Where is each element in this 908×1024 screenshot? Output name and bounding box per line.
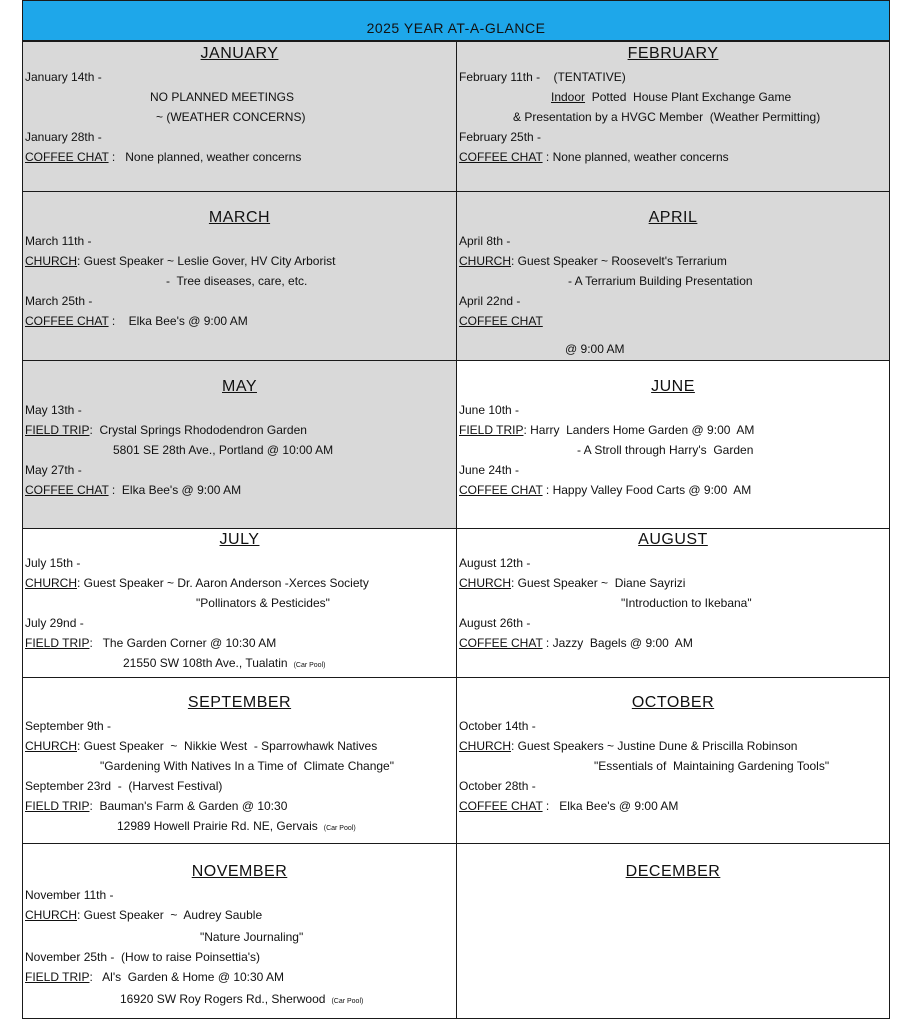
- event-text: Potted House Plant Exchange Game: [585, 90, 792, 104]
- event-line: [459, 799, 678, 813]
- event-line: [25, 314, 248, 328]
- event-text: : Al's Garden & Home @ 10:30 AM: [89, 970, 285, 984]
- event-type-label: Indoor: [551, 90, 586, 104]
- event-line: [459, 70, 626, 84]
- event-text: : The Garden Corner @ 10:30 AM: [89, 636, 277, 650]
- event-text: "Nature Journaling": [200, 930, 304, 944]
- event-line: [156, 110, 305, 124]
- event-text: "Introduction to Ikebana": [621, 596, 752, 610]
- event-type-label: COFFEE CHAT: [459, 150, 543, 164]
- event-text: 12989 Howell Prairie Rd. NE, Gervais: [117, 819, 318, 833]
- row-divider: [23, 191, 889, 192]
- event-text: ~ (WEATHER CONCERNS): [156, 110, 306, 124]
- event-text: October 14th -: [459, 719, 536, 733]
- event-type-label: CHURCH: [25, 908, 77, 922]
- event-text: 16920 SW Roy Rogers Rd., Sherwood: [120, 992, 326, 1006]
- car-pool-note: (Car Pool): [331, 998, 364, 1005]
- event-line: [459, 739, 797, 753]
- month-title: SEPTEMBER: [187, 694, 292, 711]
- month-title: NOVEMBER: [191, 863, 288, 880]
- event-text: June 24th -: [459, 463, 520, 477]
- event-line: [459, 294, 520, 308]
- row-divider: [23, 528, 889, 529]
- event-line: [25, 234, 91, 248]
- car-pool-note: (Car Pool): [293, 662, 326, 669]
- event-text: - Tree diseases, care, etc.: [166, 274, 308, 288]
- event-type-label: COFFEE CHAT: [459, 799, 543, 813]
- event-text: : None planned, weather concerns: [542, 150, 729, 164]
- event-line: [113, 443, 333, 457]
- event-line: [459, 150, 729, 164]
- event-text: November 11th -: [25, 888, 114, 902]
- event-text: : Guest Speakers ~ Justine Dune & Priscilla Robinson: [511, 739, 798, 753]
- event-text: April 22nd -: [459, 294, 521, 308]
- event-type-label: COFFEE CHAT: [459, 483, 543, 497]
- event-line: [25, 556, 80, 570]
- event-text: February 25th -: [459, 130, 542, 144]
- car-pool-note: (Car Pool): [323, 825, 356, 832]
- event-line: [594, 759, 829, 773]
- event-type-label: FIELD TRIP: [25, 636, 90, 650]
- event-text: : Harry Landers Home Garden @ 9:00 AM: [523, 423, 755, 437]
- event-line: [459, 463, 519, 477]
- month-title: MAY: [222, 378, 257, 395]
- event-text: February 11th - (TENTATIVE): [459, 70, 626, 84]
- event-type-label: FIELD TRIP: [25, 970, 90, 984]
- event-line: [25, 150, 301, 164]
- event-line: [25, 483, 241, 497]
- month-title: FEBRUARY: [627, 45, 719, 62]
- event-line: [25, 70, 102, 84]
- event-type-label: FIELD TRIP: [459, 423, 524, 437]
- event-type-label: COFFEE CHAT: [459, 314, 543, 328]
- event-type-label: CHURCH: [459, 576, 511, 590]
- event-line: [459, 254, 727, 268]
- event-text: "Pollinators & Pesticides": [196, 596, 330, 610]
- month-cell-july: [23, 529, 456, 677]
- month-title: MARCH: [208, 209, 271, 226]
- month-cell-october: [457, 678, 889, 843]
- event-line: [100, 759, 394, 773]
- event-line: [551, 90, 791, 104]
- event-text: - A Terrarium Building Presentation: [568, 274, 753, 288]
- event-text: August 12th -: [459, 556, 531, 570]
- event-line: [25, 888, 113, 902]
- event-text: September 9th -: [25, 719, 112, 733]
- month-title: JUNE: [651, 378, 695, 395]
- event-line: [459, 616, 530, 630]
- event-type-label: COFFEE CHAT: [459, 636, 543, 650]
- event-text: 21550 SW 108th Ave., Tualatin: [123, 656, 288, 670]
- event-text: : Guest Speaker ~ Diane Sayrizi: [511, 576, 686, 590]
- event-text: August 26th -: [459, 616, 531, 630]
- event-text: : Guest Speaker ~ Roosevelt's Terrarium: [511, 254, 727, 268]
- event-text: : Elka Bee's @ 9:00 AM: [542, 799, 679, 813]
- event-text: May 27th -: [25, 463, 82, 477]
- month-title: DECEMBER: [625, 863, 721, 880]
- event-text: March 25th -: [25, 294, 93, 308]
- event-line: [25, 423, 307, 437]
- event-line: [459, 314, 543, 328]
- event-text: March 11th -: [25, 234, 92, 248]
- event-text: September 23rd - (Harvest Festival): [25, 779, 223, 793]
- row-divider: [23, 677, 889, 678]
- event-line: [25, 130, 102, 144]
- month-cell-may: [23, 361, 456, 528]
- event-text: NO PLANNED MEETINGS: [150, 90, 295, 104]
- event-line: [621, 596, 752, 610]
- month-title: JANUARY: [200, 45, 279, 62]
- event-line: [25, 294, 92, 308]
- event-line: [459, 234, 510, 248]
- column-divider: [456, 42, 457, 1018]
- event-line: [565, 342, 625, 356]
- event-line: [25, 403, 82, 417]
- event-line: [568, 274, 753, 288]
- event-text: January 28th -: [25, 130, 102, 144]
- event-line: [513, 110, 820, 124]
- month-cell-november: [23, 844, 456, 1018]
- month-cell-august: [457, 529, 889, 677]
- month-grid: [22, 41, 890, 1019]
- event-line: [25, 719, 111, 733]
- event-line: [25, 908, 262, 922]
- title-bar: [22, 0, 890, 41]
- event-text: & Presentation by a HVGC Member (Weather Permitting): [513, 110, 821, 124]
- event-line: [196, 596, 330, 610]
- event-line: [459, 130, 541, 144]
- month-title: OCTOBER: [631, 694, 715, 711]
- month-cell-december: [457, 844, 889, 1018]
- event-line: [459, 423, 754, 437]
- event-line: [200, 930, 303, 944]
- event-text: : Guest Speaker ~ Leslie Gover, HV City Arborist: [77, 254, 336, 268]
- event-type-label: COFFEE CHAT: [25, 483, 109, 497]
- event-line: [25, 463, 82, 477]
- event-line: [25, 254, 335, 268]
- event-line: [459, 719, 536, 733]
- event-line: [150, 90, 294, 104]
- event-text: May 13th -: [25, 403, 82, 417]
- event-text: : Elka Bee's @ 9:00 AM: [108, 314, 248, 328]
- event-text: - A Stroll through Harry's Garden: [577, 443, 754, 457]
- event-text: : Guest Speaker ~ Audrey Sauble: [77, 908, 263, 922]
- event-text: : Guest Speaker ~ Nikkie West - Sparrowhawk Natives: [77, 739, 378, 753]
- event-text: : None planned, weather concerns: [108, 150, 302, 164]
- event-type-label: COFFEE CHAT: [25, 150, 109, 164]
- event-line: [459, 556, 530, 570]
- month-cell-february: [457, 42, 889, 191]
- event-line: [459, 779, 536, 793]
- row-divider: [23, 843, 889, 844]
- event-text: : Elka Bee's @ 9:00 AM: [108, 483, 242, 497]
- month-cell-january: [23, 42, 456, 191]
- event-line: [459, 636, 693, 650]
- event-text: October 28th -: [459, 779, 536, 793]
- event-line: [25, 950, 260, 964]
- event-line: [459, 483, 751, 497]
- event-text: April 8th -: [459, 234, 511, 248]
- event-line: [459, 576, 685, 590]
- event-text: : Guest Speaker ~ Dr. Aaron Anderson -Xerces Society: [77, 576, 369, 590]
- event-type-label: CHURCH: [25, 739, 77, 753]
- event-text: : Jazzy Bagels @ 9:00 AM: [542, 636, 693, 650]
- event-text: : Crystal Springs Rhododendron Garden: [89, 423, 307, 437]
- month-cell-june: [457, 361, 889, 528]
- event-line: [120, 992, 363, 1006]
- month-cell-march: [23, 192, 456, 360]
- event-text: @ 9:00 AM: [565, 342, 625, 356]
- event-line: [25, 739, 377, 753]
- month-title: JULY: [219, 531, 260, 548]
- event-line: [25, 616, 84, 630]
- event-text: January 14th -: [25, 70, 102, 84]
- event-text: 5801 SE 28th Ave., Portland @ 10:00 AM: [113, 443, 334, 457]
- month-cell-september: [23, 678, 456, 843]
- event-line: [459, 403, 519, 417]
- event-line: [577, 443, 753, 457]
- event-line: [117, 819, 356, 833]
- event-type-label: CHURCH: [25, 254, 77, 268]
- event-text: November 25th - (How to raise Poinsettia's): [25, 950, 261, 964]
- event-type-label: CHURCH: [25, 576, 77, 590]
- event-text: June 10th -: [459, 403, 520, 417]
- event-type-label: FIELD TRIP: [25, 799, 90, 813]
- event-line: [166, 274, 307, 288]
- event-text: : Happy Valley Food Carts @ 9:00 AM: [542, 483, 752, 497]
- month-title: AUGUST: [638, 531, 708, 548]
- event-text: July 15th -: [25, 556, 81, 570]
- event-line: [25, 970, 284, 984]
- event-type-label: COFFEE CHAT: [25, 314, 109, 328]
- row-divider: [23, 360, 889, 361]
- event-type-label: CHURCH: [459, 254, 511, 268]
- event-line: [25, 779, 222, 793]
- page-title: 2025 YEAR AT-A-GLANCE: [366, 20, 546, 36]
- event-type-label: FIELD TRIP: [25, 423, 90, 437]
- event-type-label: CHURCH: [459, 739, 511, 753]
- calendar-sheet: [22, 0, 890, 1019]
- event-line: [25, 799, 287, 813]
- month-title: APRIL: [648, 209, 698, 226]
- event-text: "Gardening With Natives In a Time of Climate Change": [100, 759, 394, 773]
- event-text: July 29nd -: [25, 616, 84, 630]
- event-line: [25, 576, 369, 590]
- event-line: [123, 656, 325, 670]
- month-cell-april: [457, 192, 889, 360]
- event-text: "Essentials of Maintaining Gardening Tools": [594, 759, 830, 773]
- event-text: : Bauman's Farm & Garden @ 10:30: [89, 799, 288, 813]
- event-line: [25, 636, 276, 650]
